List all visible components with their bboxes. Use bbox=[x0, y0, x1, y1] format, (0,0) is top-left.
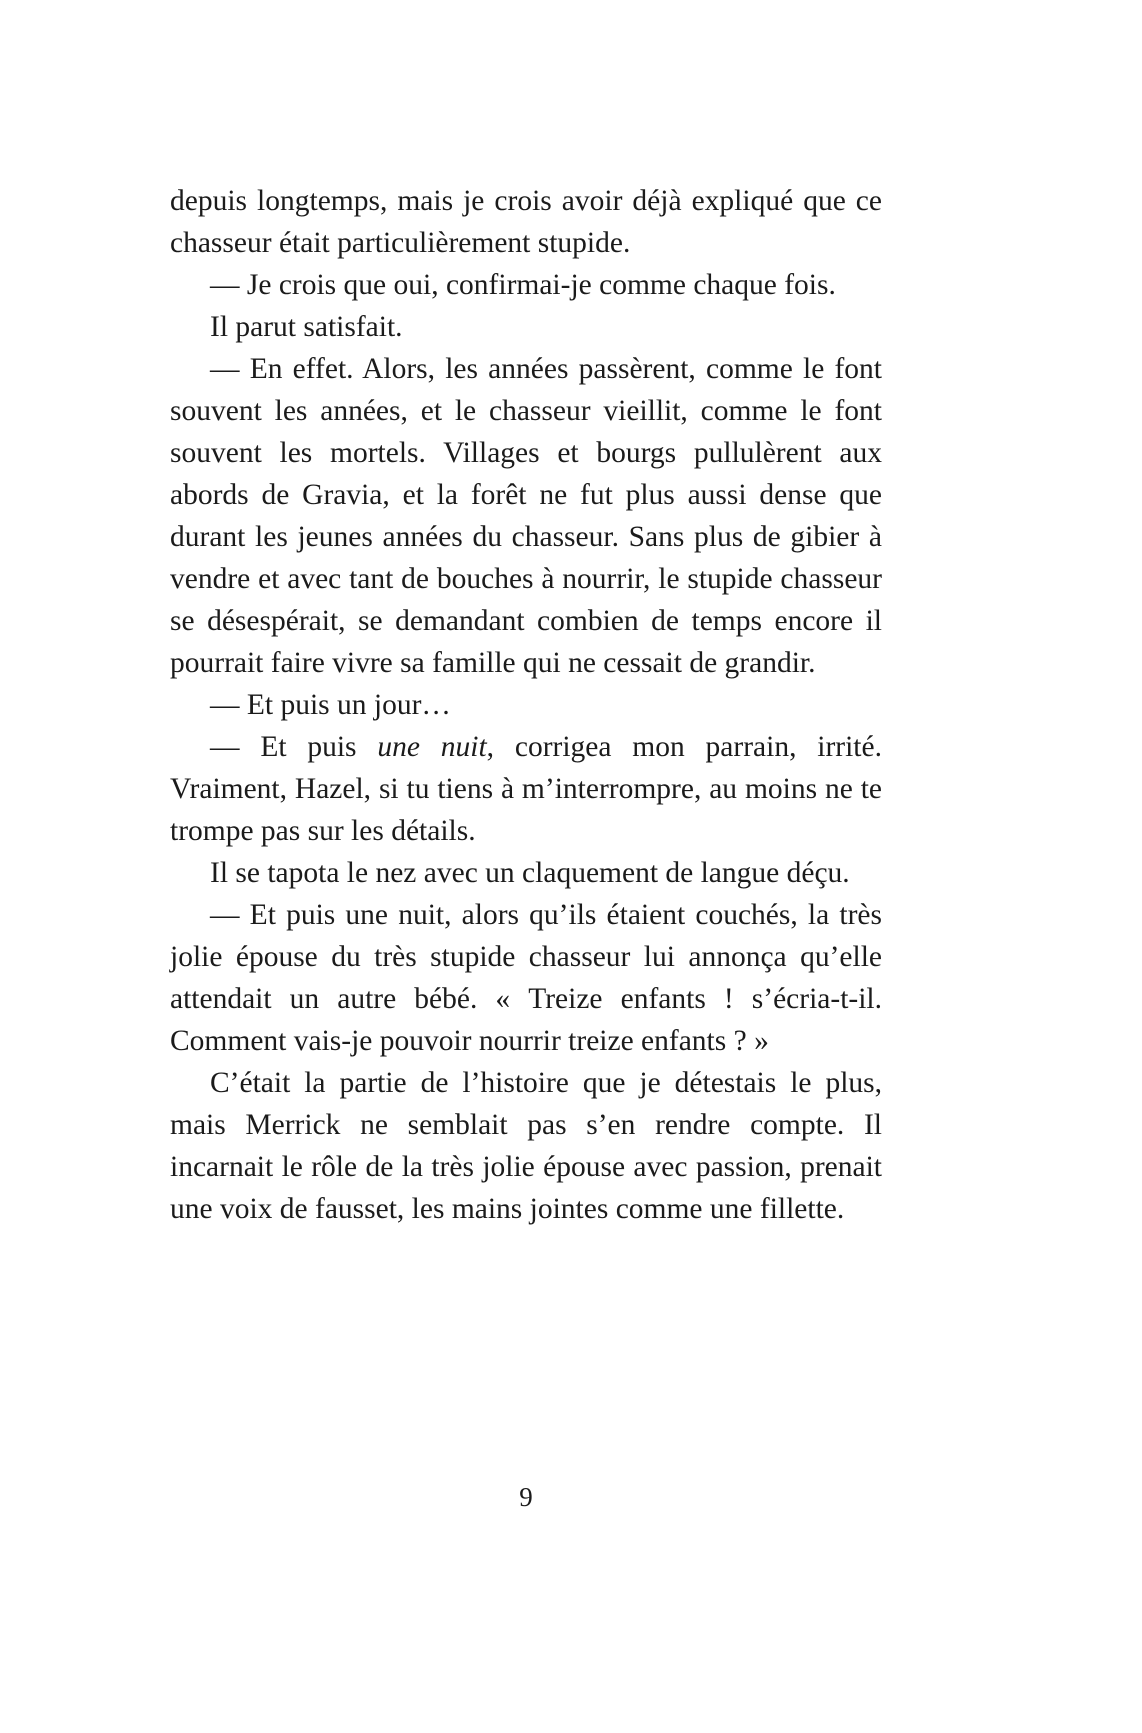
text-run: — Et puis un jour… bbox=[210, 689, 451, 721]
text-run: — Et puis une nuit, alors qu’ils étaient couchés, la très jolie épouse du très stupide chasseur lui annonça qu’elle attendait un autre bébé. « Treize enfants ! s’écria-t-il. Comment vais-je pouvoir nourrir treize enfants ? » bbox=[170, 899, 882, 1057]
italic-text-run: une nuit bbox=[377, 731, 487, 763]
text-run: Il se tapota le nez avec un claquement de langue déçu. bbox=[210, 857, 850, 889]
paragraph bbox=[170, 1062, 882, 1230]
page-number: 9 bbox=[519, 1482, 533, 1512]
text-run: , corrigea mon parrain, irrité. Vraiment, Hazel, si tu tiens à m’interrompre, au moins ne te trompe pas sur les détails. bbox=[170, 731, 882, 847]
page-text bbox=[170, 180, 882, 1230]
paragraph bbox=[170, 684, 882, 726]
paragraph bbox=[170, 264, 882, 306]
text-run: depuis longtemps, mais je crois avoir déjà expliqué que ce chasseur était particulièrement stupide. bbox=[170, 185, 882, 259]
paragraph bbox=[170, 852, 882, 894]
text-run: — En effet. Alors, les années passèrent, comme le font souvent les années, et le chasseur vieillit, comme le font souvent les mortels. Villages et bourgs pullulèrent aux abords de Gravia, et la forêt ne fut plus aussi dense que durant les jeunes années du chasseur. Sans plus de gibier à vendre et avec tant de bouches à nourrir, le stupide chasseur se désespérait, se demandant combien de temps encore il pourrait faire vivre sa famille qui ne cessait de grandir. bbox=[170, 353, 882, 679]
paragraph bbox=[170, 726, 882, 852]
paragraph bbox=[170, 180, 882, 264]
text-run: — Je crois que oui, confirmai-je comme chaque fois. bbox=[210, 269, 836, 301]
paragraph bbox=[170, 306, 882, 348]
text-run: C’était la partie de l’histoire que je détestais le plus, mais Merrick ne semblait pas s’en rendre compte. Il incarnait le rôle de la très jolie épouse avec passion, prenait une voix de fausset, les mains jointes comme une fillette. bbox=[170, 1067, 882, 1225]
text-run: — Et puis bbox=[210, 731, 378, 763]
paragraph bbox=[170, 894, 882, 1062]
paragraph bbox=[170, 348, 882, 684]
text-run: Il parut satisfait. bbox=[210, 311, 403, 343]
